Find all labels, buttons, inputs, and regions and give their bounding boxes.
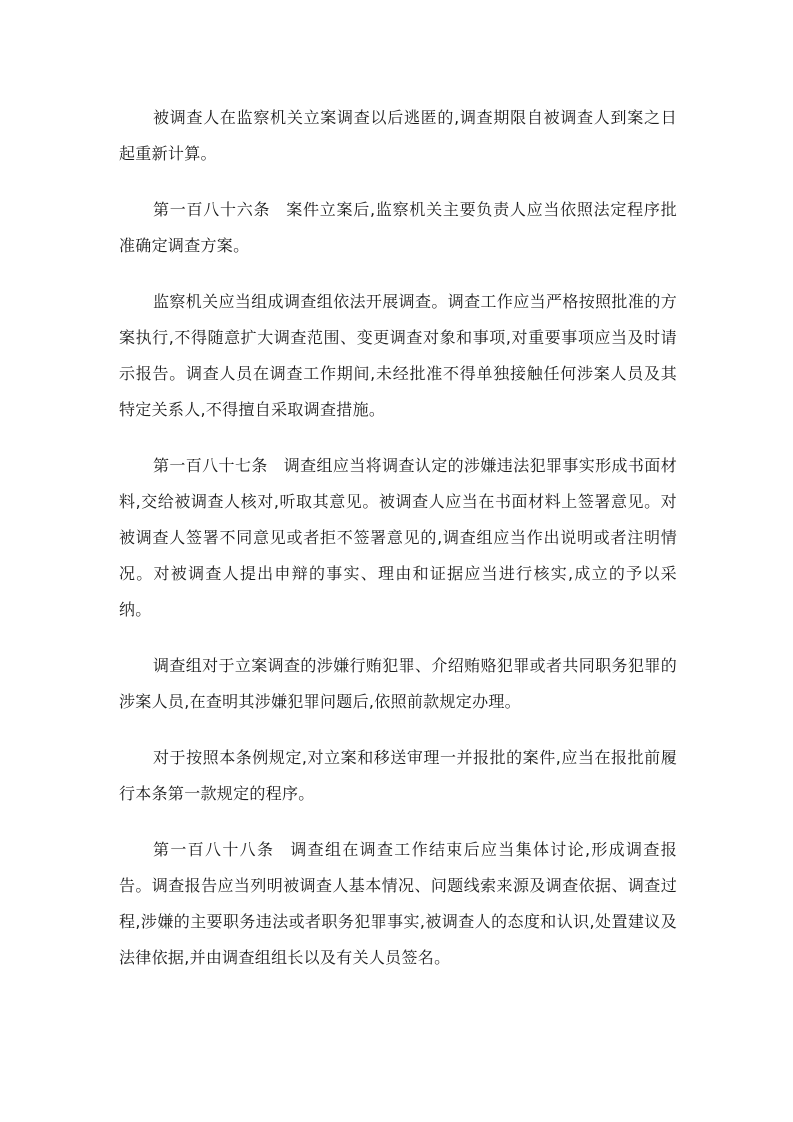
paragraph — [119, 100, 677, 172]
document-body — [119, 100, 677, 996]
paragraph-text: 对于按照本条例规定,对立案和移送审理一并报批的案件,应当在报批前履行本条第一款规定的程序。 — [119, 748, 677, 803]
article-paragraph — [119, 192, 677, 264]
article-paragraph — [119, 832, 677, 976]
paragraph — [119, 740, 677, 812]
article-paragraph — [119, 448, 677, 628]
paragraph-text: 监察机关应当组成调查组依法开展调查。调查工作应当严格按照批准的方案执行,不得随意扩大调查范围、变更调查对象和事项,对重要事项应当及时请示报告。调查人员在调查工作期间,未经批准不得单独接触任何涉案人员及其特定关系人,不得擅自采取调查措施。 — [119, 292, 677, 419]
article-number: 第一百八十八条 — [153, 840, 275, 859]
paragraph — [119, 284, 677, 428]
article-number: 第一百八十七条 — [153, 456, 268, 475]
paragraph-text: 调查组对于立案调查的涉嫌行贿犯罪、介绍贿赂犯罪或者共同职务犯罪的涉案人员,在查明其涉嫌犯罪问题后,依照前款规定办理。 — [119, 656, 677, 711]
paragraph-text: 被调查人在监察机关立案调查以后逃匿的,调查期限自被调查人到案之日起重新计算。 — [119, 108, 677, 163]
article-number: 第一百八十六条 — [153, 200, 271, 219]
paragraph-text: 案件立案后,监察机关主要负责人应当依照法定程序批准确定调查方案。 — [119, 200, 677, 255]
paragraph-text: 调查组在调查工作结束后应当集体讨论,形成调查报告。调查报告应当列明被调查人基本情况、问题线索来源及调查依据、调查过程,涉嫌的主要职务违法或者职务犯罪事实,被调查人的态度和认识,处置建议及法律依据,并由调查组组长以及有关人员签名。 — [119, 840, 677, 967]
paragraph-text: 调查组应当将调查认定的涉嫌违法犯罪事实形成书面材料,交给被调查人核对,听取其意见。被调查人应当在书面材料上签署意见。对被调查人签署不同意见或者拒不签署意见的,调查组应当作出说明或者注明情况。对被调查人提出申辩的事实、理由和证据应当进行核实,成立的予以采纳。 — [119, 456, 677, 619]
paragraph — [119, 648, 677, 720]
